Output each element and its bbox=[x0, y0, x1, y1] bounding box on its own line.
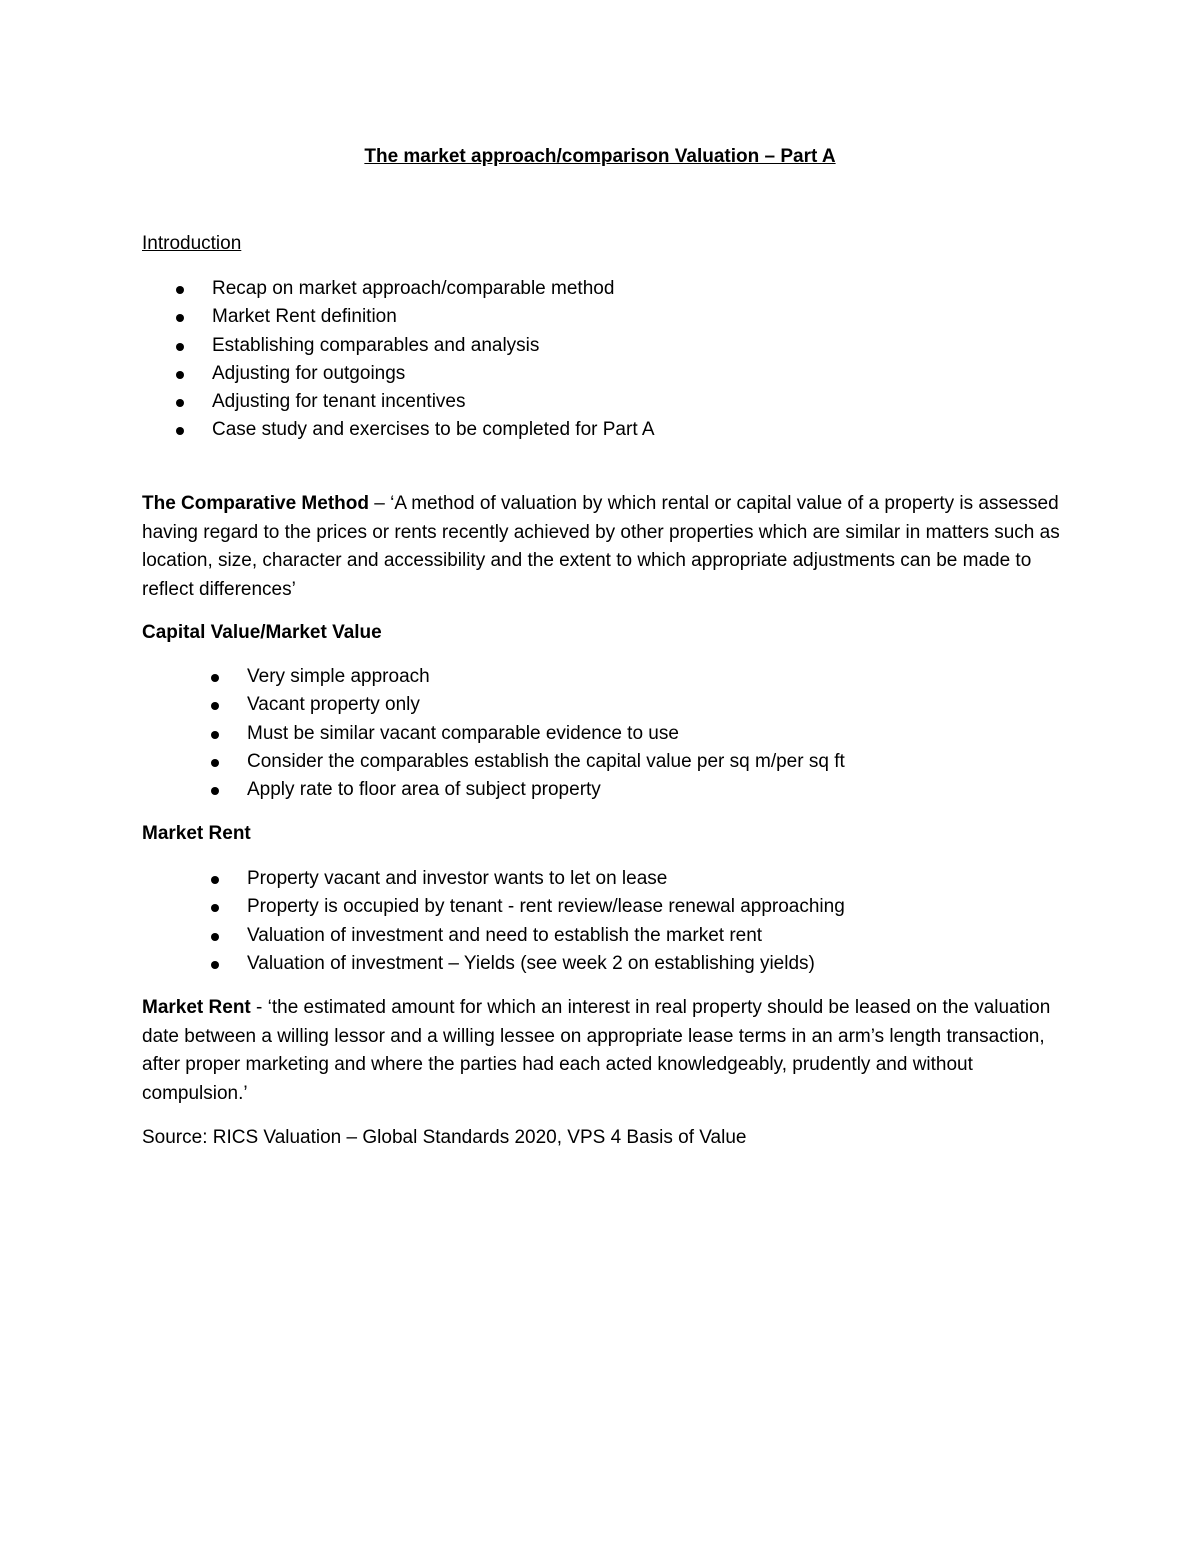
introduction-heading: Introduction bbox=[142, 233, 242, 254]
list-item-text: Case study and exercises to be completed for Part A bbox=[212, 419, 655, 441]
list-item-text: Must be similar vacant comparable evidence to use bbox=[247, 722, 679, 744]
bullet-icon bbox=[176, 314, 184, 322]
bullet-icon bbox=[211, 702, 219, 710]
list-item bbox=[247, 950, 845, 978]
bullet-icon bbox=[211, 759, 219, 767]
bullet-icon bbox=[211, 674, 219, 682]
list-item-text: Very simple approach bbox=[247, 666, 430, 687]
list-item bbox=[247, 720, 845, 748]
market-rent-definition-text: - ‘the estimated amount for which an interest in real property should be leased on the valuation date between a willing lessor and a willing lessee on appropriate lease terms in an arm’s length transaction, after proper marketing and where the parties had each acted knowledgeably, prudently and without compulsion.’ bbox=[142, 997, 1051, 1104]
list-item-text: Apply rate to floor area of subject property bbox=[247, 779, 601, 801]
comparative-method-label: The Comparative Method bbox=[142, 493, 369, 514]
source-citation: Source: RICS Valuation – Global Standards 2020, VPS 4 Basis of Value bbox=[142, 1127, 747, 1148]
list-item-text: Consider the comparables establish the capital value per sq m/per sq ft bbox=[247, 750, 845, 772]
list-item-text: Property is occupied by tenant - rent review/lease renewal approaching bbox=[247, 896, 845, 918]
introduction-list bbox=[212, 275, 655, 445]
list-item-text: Adjusting for tenant incentives bbox=[212, 391, 466, 413]
list-item-text: Adjusting for outgoings bbox=[212, 362, 406, 384]
bullet-icon bbox=[211, 876, 219, 884]
list-item-text: Recap on market approach/comparable method bbox=[212, 278, 615, 299]
list-item bbox=[247, 748, 845, 776]
list-item bbox=[212, 416, 655, 444]
bullet-icon bbox=[211, 904, 219, 912]
list-item-text: Vacant property only bbox=[247, 694, 420, 716]
bullet-icon bbox=[176, 343, 184, 351]
list-item bbox=[247, 922, 845, 950]
market-rent-list bbox=[247, 865, 845, 978]
list-item-text: Property vacant and investor wants to let on lease bbox=[247, 868, 668, 889]
list-item bbox=[247, 865, 845, 893]
bullet-icon bbox=[211, 933, 219, 941]
bullet-icon bbox=[176, 427, 184, 435]
list-item bbox=[212, 388, 655, 416]
list-item-text: Valuation of investment and need to establish the market rent bbox=[247, 924, 763, 946]
list-item-text: Valuation of investment – Yields (see week 2 on establishing yields) bbox=[247, 952, 815, 974]
market-rent-definition-label: Market Rent bbox=[142, 997, 251, 1018]
list-item bbox=[212, 332, 655, 360]
list-item-text: Establishing comparables and analysis bbox=[212, 334, 540, 356]
document-title: The market approach/comparison Valuation – Part A bbox=[364, 146, 836, 167]
list-item bbox=[212, 275, 655, 303]
bullet-icon bbox=[176, 371, 184, 379]
list-item bbox=[212, 303, 655, 331]
bullet-icon bbox=[211, 731, 219, 739]
list-item-text: Market Rent definition bbox=[212, 306, 397, 328]
comparative-method-paragraph bbox=[142, 490, 1072, 604]
list-item bbox=[247, 776, 845, 804]
capital-value-heading: Capital Value/Market Value bbox=[142, 622, 382, 643]
list-item bbox=[247, 893, 845, 921]
market-rent-definition-paragraph bbox=[142, 994, 1072, 1108]
bullet-icon bbox=[176, 286, 184, 294]
capital-value-list bbox=[247, 663, 845, 804]
list-item bbox=[247, 663, 845, 691]
market-rent-heading: Market Rent bbox=[142, 823, 251, 844]
bullet-icon bbox=[211, 787, 219, 795]
list-item bbox=[212, 360, 655, 388]
comparative-method-text: – ‘A method of valuation by which rental or capital value of a property is assessed having regard to the prices or rents recently achieved by other properties which are similar in matters such as location, size, character and accessibility and the extent to which appropriate adjustments can be made to reflect differences’ bbox=[142, 493, 1060, 600]
list-item bbox=[247, 691, 845, 719]
bullet-icon bbox=[176, 399, 184, 407]
bullet-icon bbox=[211, 961, 219, 969]
